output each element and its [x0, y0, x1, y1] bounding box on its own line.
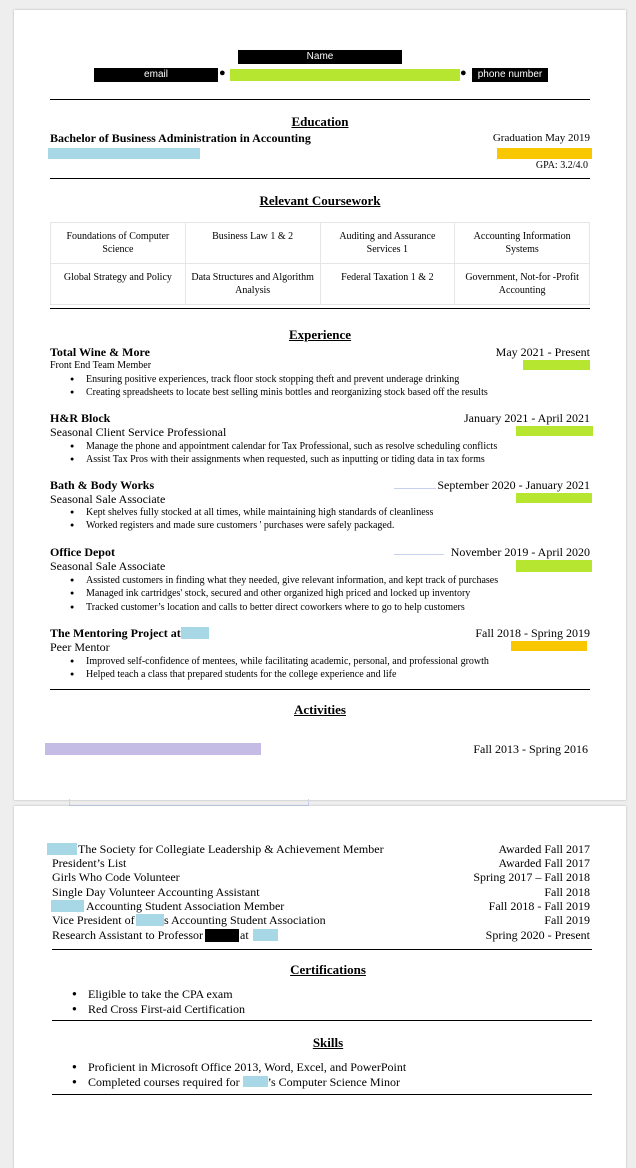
coursework-heading: Relevant Coursework: [259, 193, 381, 208]
list-item: ● Tracked customer’s location and calls to better direct coworkers where to go to help customers: [50, 601, 498, 614]
activity-redaction: [45, 743, 261, 755]
job-company: Bath & Body Works: [50, 478, 155, 492]
job-title: Peer Mentor: [50, 640, 110, 654]
course-cell: Auditing and Assurance Services 1: [320, 223, 455, 264]
job-title: Front End Team Member: [50, 360, 152, 371]
job-dates: September 2020 - January 2021: [437, 478, 590, 492]
divider: [50, 308, 590, 309]
list-item: ● Improved self-confidence of mentees, while facilitating academic, personal, and professional growth: [50, 655, 489, 668]
job-company: Office Depot: [50, 545, 115, 559]
job-bullets: [50, 574, 498, 614]
address-redaction: [230, 69, 460, 81]
gpa: GPA: 3.2/4.0: [535, 160, 588, 171]
divider: [52, 1094, 592, 1095]
job-title: Seasonal Sale Associate: [50, 492, 166, 506]
job-bullets: [50, 655, 489, 682]
coursework-table: [50, 222, 590, 305]
school-redaction: [48, 148, 200, 159]
school-redaction: [181, 627, 209, 639]
list-item: ● Assist Tax Pros with their assignments when requested, such as inputting or tiding data in tax forms: [50, 453, 497, 466]
course-cell: Business Law 1 & 2: [185, 223, 320, 264]
list-item: ● Manage the phone and appointment calendar for Tax Professional, such as resolve scheduling conflicts: [50, 440, 497, 453]
list-item: [52, 1075, 406, 1090]
job-title: Seasonal Client Service Professional: [50, 425, 227, 439]
resume-page-2: [14, 806, 626, 1168]
school-redaction: [136, 914, 164, 926]
activity-item: Accounting Student Association Member: [86, 899, 285, 913]
course-cell: Data Structures and Algorithm Analysis: [185, 264, 320, 305]
activity-date: Awarded Fall 2017: [498, 856, 590, 870]
job-bullets: [50, 506, 433, 533]
location-redaction: [497, 148, 592, 159]
location-redaction: [516, 493, 592, 503]
location-redaction: [523, 360, 590, 370]
form-field-outline: [69, 799, 309, 806]
activities-heading: Activities: [294, 702, 346, 717]
list-item: ● Worked registers and made sure customers ' purchases were safely packaged.: [50, 519, 433, 532]
resume-page-1: [14, 10, 626, 800]
professor-redaction: [205, 929, 239, 942]
certifications-list: [52, 987, 245, 1016]
school-redaction: [47, 843, 77, 855]
divider: [52, 949, 592, 950]
activity-item: The Society for Collegiate Leadership & Achievement Member: [78, 842, 384, 856]
phone-redaction: phone number: [472, 68, 548, 82]
job-company: H&R Block: [50, 411, 111, 425]
name-redaction: Name: [238, 50, 402, 64]
activity-date: Spring 2017 – Fall 2018: [473, 870, 590, 884]
job-dates: November 2019 - April 2020: [450, 545, 590, 559]
table-row: [51, 264, 590, 305]
course-cell: Accounting Information Systems: [455, 223, 590, 264]
list-item: ● Creating spreadsheets to locate best selling minis bottles and reorganizing stock based off the results: [50, 386, 488, 399]
job-bullets: [50, 440, 497, 467]
skills-list: [52, 1060, 406, 1089]
job-dates: January 2021 - April 2021: [464, 411, 590, 425]
divider: [50, 689, 590, 690]
activity-date: Fall 2019: [544, 913, 590, 927]
school-redaction: [243, 1076, 268, 1087]
form-field-outline: [394, 548, 444, 555]
form-field-outline: [394, 482, 436, 489]
table-row: [51, 223, 590, 264]
location-redaction: [516, 426, 593, 436]
certifications-heading: Certifications: [290, 962, 366, 977]
activity-item: Girls Who Code Volunteer: [52, 870, 180, 884]
activity-item: s Accounting Student Association: [164, 913, 326, 927]
list-item: ● Red Cross First-aid Certification: [52, 1002, 245, 1017]
list-item: ● Helped teach a class that prepared students for the college experience and life: [50, 668, 489, 681]
activity-date: Spring 2020 - Present: [485, 928, 590, 942]
job-title: Seasonal Sale Associate: [50, 559, 166, 573]
activity-item: Vice President of: [52, 913, 135, 927]
skill-text: Completed courses required for: [88, 1074, 240, 1089]
list-item: ● Eligible to take the CPA exam: [52, 987, 245, 1002]
school-redaction: [253, 929, 278, 941]
header-separator: ●: [460, 67, 467, 79]
activity-item: Single Day Volunteer Accounting Assistant: [52, 885, 260, 899]
divider: [50, 178, 590, 179]
list-item: ● Ensuring positive experiences, track floor stock stopping theft and prevent underage drinking: [50, 373, 488, 386]
job-company: The Mentoring Project at: [50, 626, 181, 640]
job-company: Total Wine & More: [50, 345, 150, 359]
location-redaction: [511, 641, 587, 651]
activity-dates: Fall 2013 - Spring 2016: [473, 742, 588, 756]
activity-item: President’s List: [52, 856, 127, 870]
education-heading: Education: [291, 114, 349, 129]
school-redaction: [51, 900, 84, 912]
divider: [52, 1020, 592, 1021]
skill-text: ’s Computer Science Minor: [267, 1074, 400, 1089]
list-item: ● Kept shelves fully stocked at all times, while maintaining high standards of cleanliness: [50, 506, 433, 519]
email-redaction: email: [94, 68, 218, 82]
course-cell: Global Strategy and Policy: [51, 264, 186, 305]
activity-item: Research Assistant to Professor: [52, 928, 203, 942]
list-item: ● Proficient in Microsoft Office 2013, Word, Excel, and PowerPoint: [52, 1060, 406, 1075]
job-dates: Fall 2018 - Spring 2019: [475, 626, 590, 640]
job-bullets: [50, 373, 488, 400]
course-cell: Foundations of Computer Science: [51, 223, 186, 264]
list-item: ● Managed ink cartridges' stock, secured and other organized high priced and locked up inventory: [50, 587, 498, 600]
activity-date: Fall 2018 - Fall 2019: [488, 899, 590, 913]
location-redaction: [516, 560, 592, 572]
activity-item: at: [240, 928, 249, 942]
activity-date: Awarded Fall 2017: [498, 842, 590, 856]
skills-heading: Skills: [312, 1035, 344, 1050]
job-dates: May 2021 - Present: [495, 345, 590, 359]
course-cell: Government, Not-for -Profit Accounting: [455, 264, 590, 305]
header-separator: ●: [219, 67, 226, 79]
list-item: ● Assisted customers in finding what they needed, give relevant information, and kept track of purchases: [50, 574, 498, 587]
divider: [50, 99, 590, 100]
experience-heading: Experience: [288, 327, 352, 342]
course-cell: Federal Taxation 1 & 2: [320, 264, 455, 305]
degree: Bachelor of Business Administration in Accounting: [50, 131, 311, 145]
activity-date: Fall 2018: [544, 885, 590, 899]
graduation-date: Graduation May 2019: [492, 132, 590, 144]
